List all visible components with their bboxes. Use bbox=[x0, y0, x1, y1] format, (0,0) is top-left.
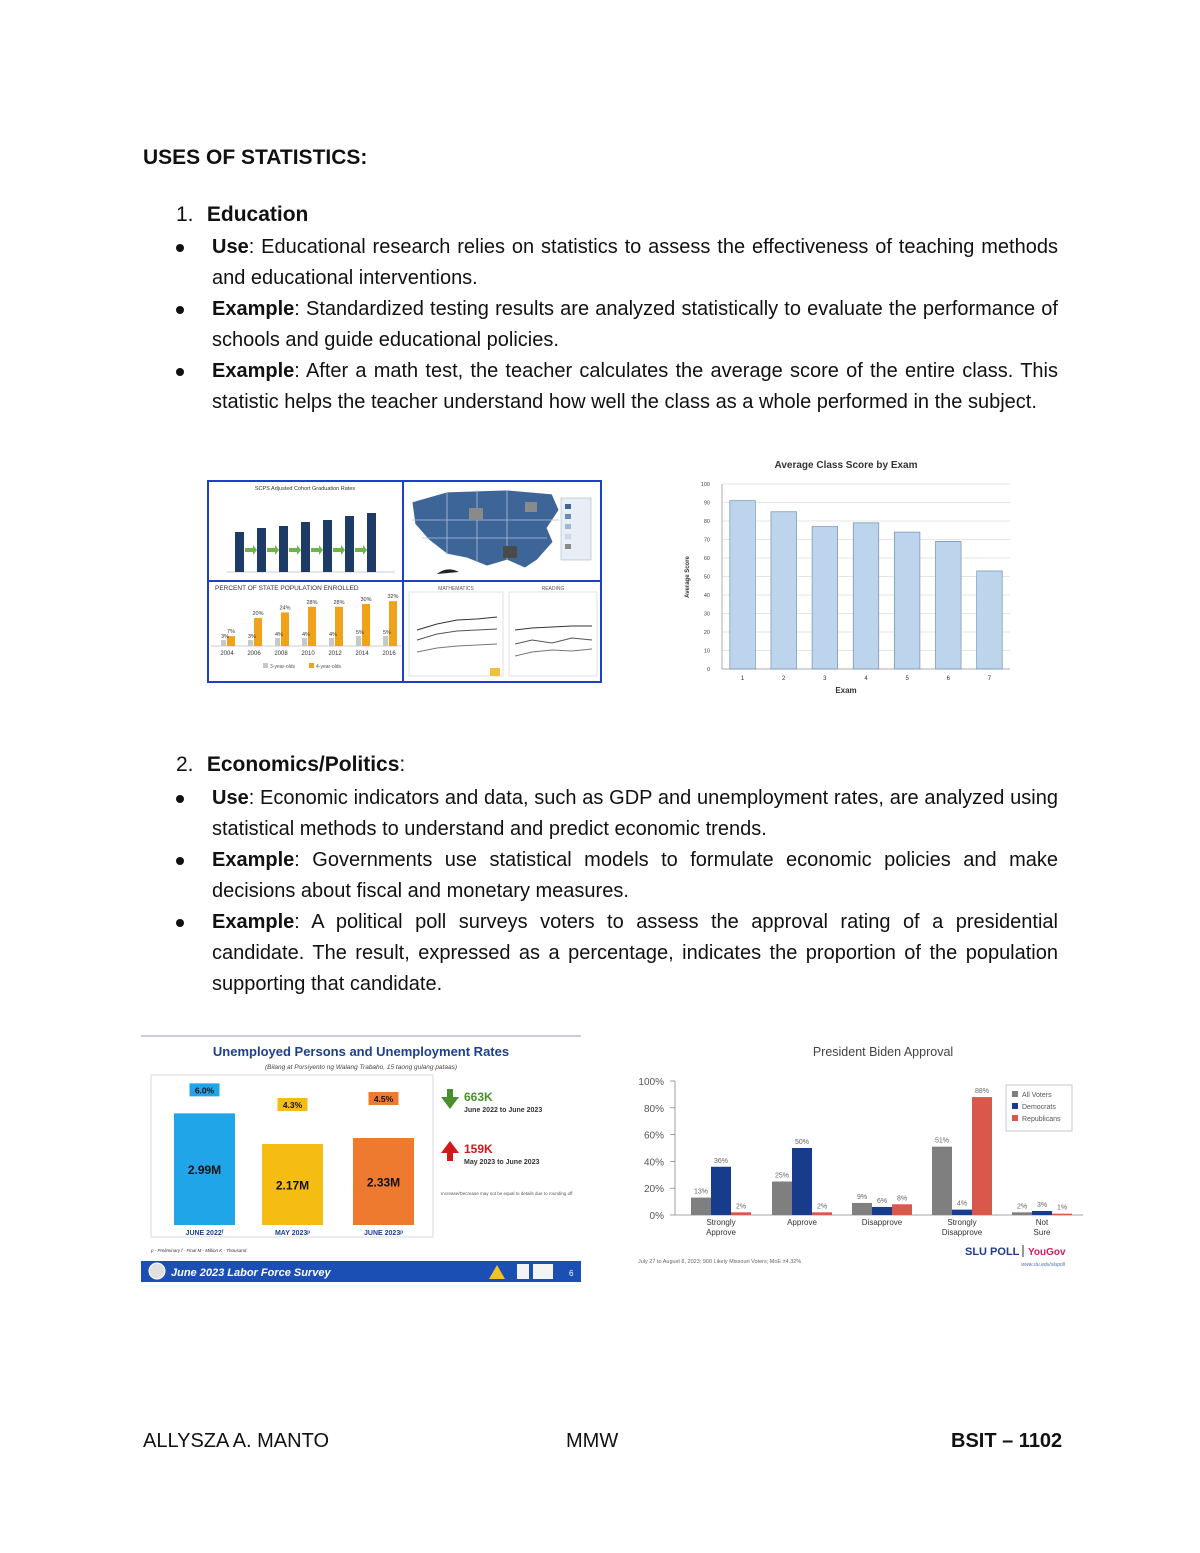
y-tick-label: 60% bbox=[643, 1130, 664, 1142]
bar-data-label: 25% bbox=[774, 1172, 790, 1180]
bullet-item: Example: Standardized testing results are analyzed statistically to evaluate the performance of schools and guide educational policies. bbox=[175, 294, 1058, 356]
legend-label: All Voters bbox=[1022, 1092, 1052, 1099]
bar-data-label: 8% bbox=[896, 1195, 908, 1203]
side-note-value: 159K bbox=[464, 1142, 493, 1156]
y-tick-label: 70 bbox=[703, 537, 710, 544]
bar-data-label: 88% bbox=[974, 1088, 990, 1096]
footer-author: ALLYSZA A. MANTO bbox=[143, 1430, 329, 1452]
legend bbox=[1006, 1085, 1072, 1131]
bar-data-label: 2% bbox=[816, 1203, 828, 1211]
rate-label: 4.3% bbox=[282, 1099, 303, 1110]
bullet-label: Example bbox=[212, 849, 295, 871]
section-title: Economics/Politics bbox=[206, 753, 400, 776]
bar-data-label: 36% bbox=[713, 1157, 729, 1165]
x-tick-label: 1 bbox=[740, 676, 745, 682]
bar-data-label: 6% bbox=[876, 1197, 888, 1205]
enroll-bar-3yo bbox=[302, 638, 307, 646]
section-number: 1. bbox=[176, 203, 194, 226]
y-tick-label: 20 bbox=[703, 630, 710, 636]
legend-label: Democrats bbox=[1022, 1104, 1056, 1111]
exam-bar bbox=[936, 541, 962, 669]
section-1-title bbox=[176, 203, 308, 227]
bullet-text: Educational research relies on statistics to assess the effectiveness of teaching methods and educational interventions. bbox=[212, 236, 1058, 289]
x-tick-label: 4 bbox=[864, 676, 868, 682]
category-label: Not Sure bbox=[1033, 1218, 1051, 1237]
category-label: Approve bbox=[787, 1218, 817, 1227]
enroll-bottom-label: 3% bbox=[248, 634, 256, 640]
brand-url: www.slu.edu/slupoll bbox=[1021, 1262, 1065, 1268]
chart-title: President Biden Approval bbox=[812, 1045, 954, 1059]
enroll-year-label: 2008 bbox=[274, 651, 288, 657]
legend-swatch bbox=[263, 663, 268, 668]
unemployment-chart bbox=[141, 1035, 581, 1282]
page-heading: USES OF STATISTICS: bbox=[143, 146, 368, 169]
bullet-item: Example: Governments use statistical models to formulate economic policies and make decisions about fiscal and monetary measures. bbox=[175, 845, 1058, 907]
legend-label: Republicans bbox=[1022, 1116, 1061, 1123]
y-tick-label: 100 bbox=[700, 482, 710, 488]
y-tick-label: 80% bbox=[643, 1103, 664, 1115]
bar-value-label: 2.99M bbox=[187, 1163, 222, 1178]
approval-bar bbox=[772, 1182, 792, 1216]
enroll-year-label: 2016 bbox=[382, 651, 396, 657]
enroll-bar-3yo bbox=[329, 638, 334, 646]
bullet-label: Use bbox=[212, 236, 249, 258]
reading-label: READING bbox=[541, 586, 565, 592]
source-note: July 27 to August 8, 2023; 900 Likely Missouri Voters; MoE ±4.32% bbox=[638, 1259, 802, 1265]
bar-data-label: 1% bbox=[1056, 1204, 1068, 1212]
enroll-bottom-label: 5% bbox=[383, 630, 391, 636]
approval-bar bbox=[872, 1207, 892, 1215]
bar-value-label: 2.17M bbox=[275, 1178, 310, 1193]
average-score-chart bbox=[672, 452, 1017, 702]
bar-data-label: 2% bbox=[1016, 1203, 1028, 1211]
approval-bar bbox=[1052, 1214, 1072, 1216]
x-tick-label: 6 bbox=[946, 676, 950, 682]
x-tick-label: 5 bbox=[905, 676, 909, 682]
rate-label: 4.5% bbox=[373, 1094, 394, 1105]
bullet-text: Governments use statistical models to formulate economic policies and make decisions about fiscal and monetary measures. bbox=[212, 849, 1058, 902]
legend-label: 3-year-olds bbox=[270, 664, 296, 670]
period-label: MAY 2023ᵖ bbox=[274, 1230, 311, 1237]
period-label: JUNE 2023ᵖ bbox=[364, 1230, 403, 1237]
approval-bar bbox=[892, 1204, 912, 1215]
exam-bar bbox=[812, 527, 838, 669]
approval-bar bbox=[691, 1198, 711, 1215]
enroll-bottom-label: 5% bbox=[356, 630, 364, 636]
y-tick-label: 100% bbox=[638, 1077, 664, 1088]
side-note-text: May 2023 to June 2023 bbox=[464, 1159, 540, 1166]
y-tick-label: 90 bbox=[703, 500, 710, 507]
enroll-year-label: 2006 bbox=[247, 651, 261, 657]
enroll-year-label: 2004 bbox=[220, 651, 234, 657]
brand-yougov: YouGov bbox=[1028, 1247, 1066, 1258]
approval-bar bbox=[792, 1148, 812, 1215]
y-tick-label: 10 bbox=[703, 648, 710, 655]
approval-bar bbox=[852, 1203, 872, 1215]
chart-subtitle: (Bilang at Porsiyento ng Walang Trabaho, 15 taong gulang pataas) bbox=[265, 1064, 457, 1071]
bullet-item: Example: After a math test, the teacher calculates the average score of the entire class. This statistic helps the teacher understand how well the class as a whole performed in the subject. bbox=[175, 356, 1058, 418]
enroll-top-label: 7% bbox=[227, 629, 235, 636]
legend-swatch bbox=[309, 663, 314, 668]
bar-data-label: 4% bbox=[956, 1200, 968, 1208]
bullet-label: Example bbox=[212, 298, 295, 320]
footer-section: BSIT – 1102 bbox=[951, 1430, 1063, 1452]
enroll-top-label: 28% bbox=[333, 599, 345, 606]
category-label: Strongly Approve bbox=[706, 1218, 736, 1237]
collage-bottom-left-title: PERCENT OF STATE POPULATION ENROLLED bbox=[215, 585, 359, 592]
enroll-bar-4yo bbox=[254, 618, 262, 646]
enroll-year-label: 2010 bbox=[301, 651, 315, 657]
footer-course: MMW bbox=[566, 1430, 619, 1452]
section-title: Education bbox=[206, 203, 309, 226]
exam-bar bbox=[977, 571, 1003, 669]
enroll-top-label: 32% bbox=[387, 594, 399, 601]
y-tick-label: 40% bbox=[643, 1157, 664, 1169]
bar-data-label: 50% bbox=[794, 1139, 810, 1146]
y-tick-label: 50 bbox=[703, 574, 710, 581]
enroll-top-label: 30% bbox=[360, 597, 372, 603]
legend-swatch bbox=[1012, 1091, 1018, 1097]
enroll-top-label: 24% bbox=[279, 605, 291, 612]
enroll-bar-4yo bbox=[308, 607, 316, 646]
banner-text: June 2023 Labor Force Survey bbox=[171, 1267, 331, 1279]
y-tick-label: 0 bbox=[706, 667, 710, 673]
enroll-bar-4yo bbox=[362, 604, 370, 646]
enroll-top-label: 20% bbox=[252, 611, 264, 617]
education-dashboard-image bbox=[207, 480, 602, 683]
enroll-bar-3yo bbox=[275, 638, 280, 646]
approval-bar bbox=[812, 1212, 832, 1215]
enroll-bottom-label: 4% bbox=[302, 632, 310, 638]
approval-bar bbox=[932, 1147, 952, 1215]
chart-title: Average Class Score by Exam bbox=[774, 460, 918, 471]
footnote: p - Preliminary f - Final M - Million K - Thousand bbox=[151, 1248, 247, 1253]
approval-bar bbox=[731, 1212, 751, 1215]
section-1-bullets bbox=[175, 232, 1058, 418]
enroll-year-label: 2012 bbox=[328, 651, 342, 657]
approval-bar bbox=[711, 1167, 731, 1215]
exam-bar bbox=[894, 532, 920, 669]
bullet-text: Standardized testing results are analyzed statistically to evaluate the performance of schools and guide educational policies. bbox=[212, 298, 1058, 351]
brand-slu-poll: SLU POLL bbox=[965, 1246, 1020, 1258]
enroll-bar-3yo bbox=[248, 640, 253, 646]
bullet-label: Example bbox=[212, 911, 295, 933]
enroll-bar-4yo bbox=[335, 607, 343, 646]
section-2-title bbox=[176, 753, 405, 777]
bullet-label: Use bbox=[212, 787, 249, 809]
bar-data-label: 2% bbox=[735, 1203, 747, 1211]
y-tick-label: 20% bbox=[643, 1184, 664, 1196]
enroll-bar-3yo bbox=[383, 636, 388, 646]
bar-data-label: 3% bbox=[1036, 1201, 1048, 1209]
enroll-year-label: 2014 bbox=[355, 651, 369, 657]
y-tick-label: 40 bbox=[703, 593, 710, 599]
bullet-text: After a math test, the teacher calculates the average score of the entire class. This statistic helps the teacher understand how well the class as a whole performed in the subject. bbox=[212, 360, 1058, 413]
section-number: 2. bbox=[176, 753, 194, 776]
legend-label: 4-year-olds bbox=[316, 664, 342, 670]
bar-data-label: 51% bbox=[934, 1137, 950, 1145]
section-title-suffix: : bbox=[399, 753, 406, 776]
x-axis-label: Exam bbox=[835, 686, 857, 695]
side-note-small: Increase/Decrease may not be equal to details due to rounding off. bbox=[441, 1191, 574, 1196]
approval-bar bbox=[1012, 1212, 1032, 1215]
approval-bar bbox=[972, 1097, 992, 1215]
period-label: JUNE 2022ᶠ bbox=[185, 1230, 224, 1237]
x-tick-label: 3 bbox=[823, 676, 827, 682]
bullet-text: A political poll surveys voters to assess the approval rating of a presidential candidate. The result, expressed as a percentage, indicates the proportion of the population supporting that candidate. bbox=[212, 911, 1058, 995]
x-tick-label: 2 bbox=[782, 676, 786, 682]
side-note-text: June 2022 to June 2023 bbox=[464, 1107, 543, 1114]
side-note-value: 663K bbox=[464, 1090, 493, 1104]
category-label: Strongly Disapprove bbox=[941, 1218, 983, 1237]
bullet-item: Use: Economic indicators and data, such as GDP and unemployment rates, are analyzed using statistical methods to understand and predict economic trends. bbox=[175, 783, 1058, 845]
mathematics-label: MATHEMATICS bbox=[438, 586, 474, 592]
y-tick-label: 60 bbox=[703, 556, 710, 562]
bar-data-label: 9% bbox=[856, 1193, 868, 1201]
bullet-label: Example bbox=[212, 360, 295, 382]
collage-top-left-title: SCPS Adjusted Cohort Graduation Rates bbox=[254, 486, 356, 492]
x-tick-label: 7 bbox=[987, 676, 992, 682]
enroll-bar-3yo bbox=[221, 640, 226, 646]
legend-swatch bbox=[1012, 1103, 1018, 1109]
enroll-bottom-label: 4% bbox=[329, 632, 337, 638]
section-2-bullets bbox=[175, 783, 1058, 1000]
enroll-bar-4yo bbox=[281, 612, 289, 646]
enroll-bottom-label: 4% bbox=[275, 632, 283, 638]
bullet-text: Economic indicators and data, such as GDP and unemployment rates, are analyzed using statistical methods to understand and predict economic trends. bbox=[212, 787, 1058, 840]
exam-bar bbox=[771, 512, 797, 669]
enroll-bottom-label: 3% bbox=[221, 634, 229, 640]
approval-poll-chart bbox=[618, 1033, 1083, 1271]
bar-data-label: 13% bbox=[693, 1188, 709, 1196]
y-tick-label: 0% bbox=[649, 1211, 664, 1222]
y-tick-label: 80 bbox=[703, 519, 710, 525]
approval-bar bbox=[952, 1210, 972, 1215]
page-number: 6 bbox=[569, 1269, 574, 1278]
bar-value-label: 2.33M bbox=[366, 1175, 401, 1190]
y-axis-label: Average Score bbox=[685, 556, 691, 598]
approval-bar bbox=[1032, 1211, 1052, 1215]
enroll-bar-4yo bbox=[389, 601, 397, 646]
exam-bar bbox=[730, 501, 756, 669]
y-tick-label: 30 bbox=[703, 611, 710, 618]
bullet-item: Use: Educational research relies on statistics to assess the effectiveness of teaching methods and educational interventions. bbox=[175, 232, 1058, 294]
bullet-item: Example: A political poll surveys voters to assess the approval rating of a presidential candidate. The result, expressed as a percentage, indicates the proportion of the population supporting that candidate. bbox=[175, 907, 1058, 1000]
exam-bar bbox=[853, 523, 879, 669]
chart-title: Unemployed Persons and Unemployment Rates bbox=[212, 1044, 510, 1059]
enroll-top-label: 28% bbox=[306, 599, 318, 606]
enroll-bar-3yo bbox=[356, 636, 361, 646]
legend-swatch bbox=[1012, 1115, 1018, 1121]
category-label: Disapprove bbox=[861, 1218, 903, 1227]
rate-label: 6.0% bbox=[194, 1085, 215, 1096]
